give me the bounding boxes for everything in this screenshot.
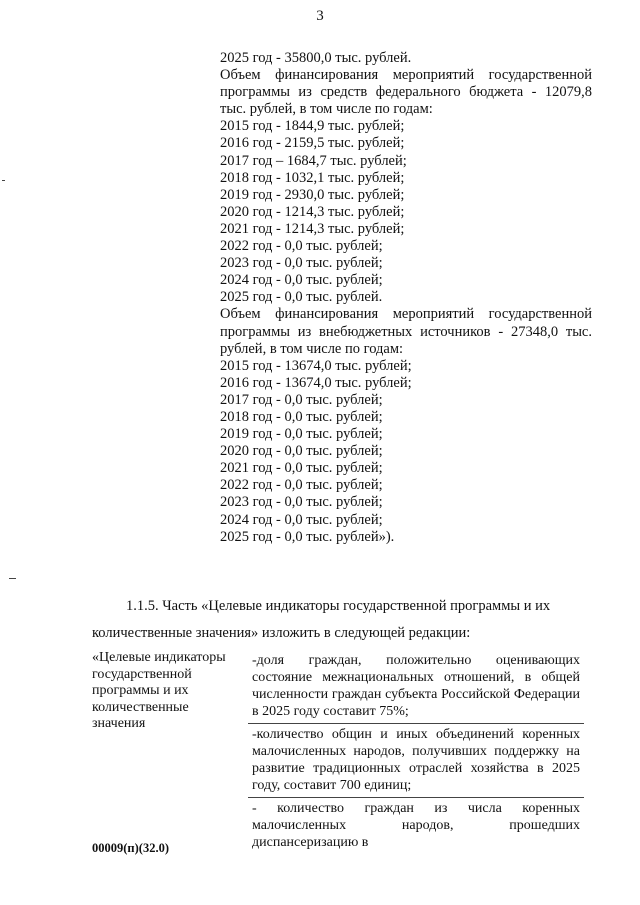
- funding-block: [220, 50, 592, 546]
- funding-line: 2015 год - 13674,0 тыс. рублей;: [220, 357, 412, 374]
- funding-line: 2019 год - 2930,0 тыс. рублей;: [220, 186, 405, 203]
- page-number: 3: [316, 8, 324, 24]
- indicator-item: -количество общин и иных объединений коренных малочисленных народов, получивших поддержку на развитие традиционных отраслей хозяйства в 2025 году, составит 700 единиц;: [248, 723, 584, 797]
- funding-line: 2023 год - 0,0 тыс. рублей;: [220, 494, 383, 511]
- funding-line: 2015 год - 1844,9 тыс. рублей;: [220, 118, 405, 135]
- indicators-values: [248, 650, 584, 854]
- funding-line: 2022 год - 0,0 тыс. рублей;: [220, 477, 383, 494]
- section-heading: 1.1.5. Часть «Целевые индикаторы государственной программы и их: [126, 598, 551, 614]
- indicator-item: - количество граждан из числа коренных малочисленных народов, прошедших диспансеризацию в: [248, 797, 584, 854]
- funding-line: 2022 год - 0,0 тыс. рублей;: [220, 238, 383, 255]
- indicators-label: «Целевые индикаторы государственной программы и их количественные значения: [92, 650, 226, 731]
- scan-artifact: [2, 180, 5, 181]
- funding-line: 2020 год - 1214,3 тыс. рублей;: [220, 203, 405, 220]
- funding-line: 2025 год - 0,0 тыс. рублей»).: [220, 528, 395, 545]
- funding-line: 2021 год - 0,0 тыс. рублей;: [220, 460, 383, 477]
- scan-artifact: [9, 578, 16, 579]
- funding-line: 2025 год - 35800,0 тыс. рублей.: [220, 50, 412, 66]
- funding-line: 2024 год - 0,0 тыс. рублей;: [220, 272, 383, 289]
- funding-line: 2018 год - 0,0 тыс. рублей;: [220, 408, 383, 425]
- funding-line: 2018 год - 1032,1 тыс. рублей;: [220, 169, 405, 186]
- funding-line: 2017 год – 1684,7 тыс. рублей;: [220, 152, 407, 169]
- federal-budget-paragraph: Объем финансирования мероприятий государственной программы из средств федерального бюджета - 12079,8 тыс. рублей, в том числе по годам:: [220, 67, 592, 118]
- funding-line: 2024 год - 0,0 тыс. рублей;: [220, 511, 383, 528]
- funding-line: 2023 год - 0,0 тыс. рублей;: [220, 255, 383, 272]
- funding-line: 2021 год - 1214,3 тыс. рублей;: [220, 220, 405, 237]
- extrabudgetary-paragraph: Объем финансирования мероприятий государственной программы из внебюджетных источников - 27348,0 тыс. рублей, в том числе по годам:: [220, 306, 592, 357]
- funding-line: 2020 год - 0,0 тыс. рублей;: [220, 443, 383, 460]
- funding-line: 2017 год - 0,0 тыс. рублей;: [220, 391, 383, 408]
- funding-line: 2019 год - 0,0 тыс. рублей;: [220, 426, 383, 443]
- indicator-item: -доля граждан, положительно оценивающих состояние межнациональных отношений, в общей численности граждан субъекта Российской Федерации в 2025 году составит 75%;: [252, 653, 580, 719]
- funding-line: 2016 год - 2159,5 тыс. рублей;: [220, 135, 405, 152]
- document-code: 00009(п)(32.0): [92, 841, 169, 855]
- section-heading-continuation: количественные значения» изложить в следующей редакции:: [92, 625, 471, 641]
- funding-line: 2016 год - 13674,0 тыс. рублей;: [220, 374, 412, 391]
- funding-line: 2025 год - 0,0 тыс. рублей.: [220, 289, 383, 306]
